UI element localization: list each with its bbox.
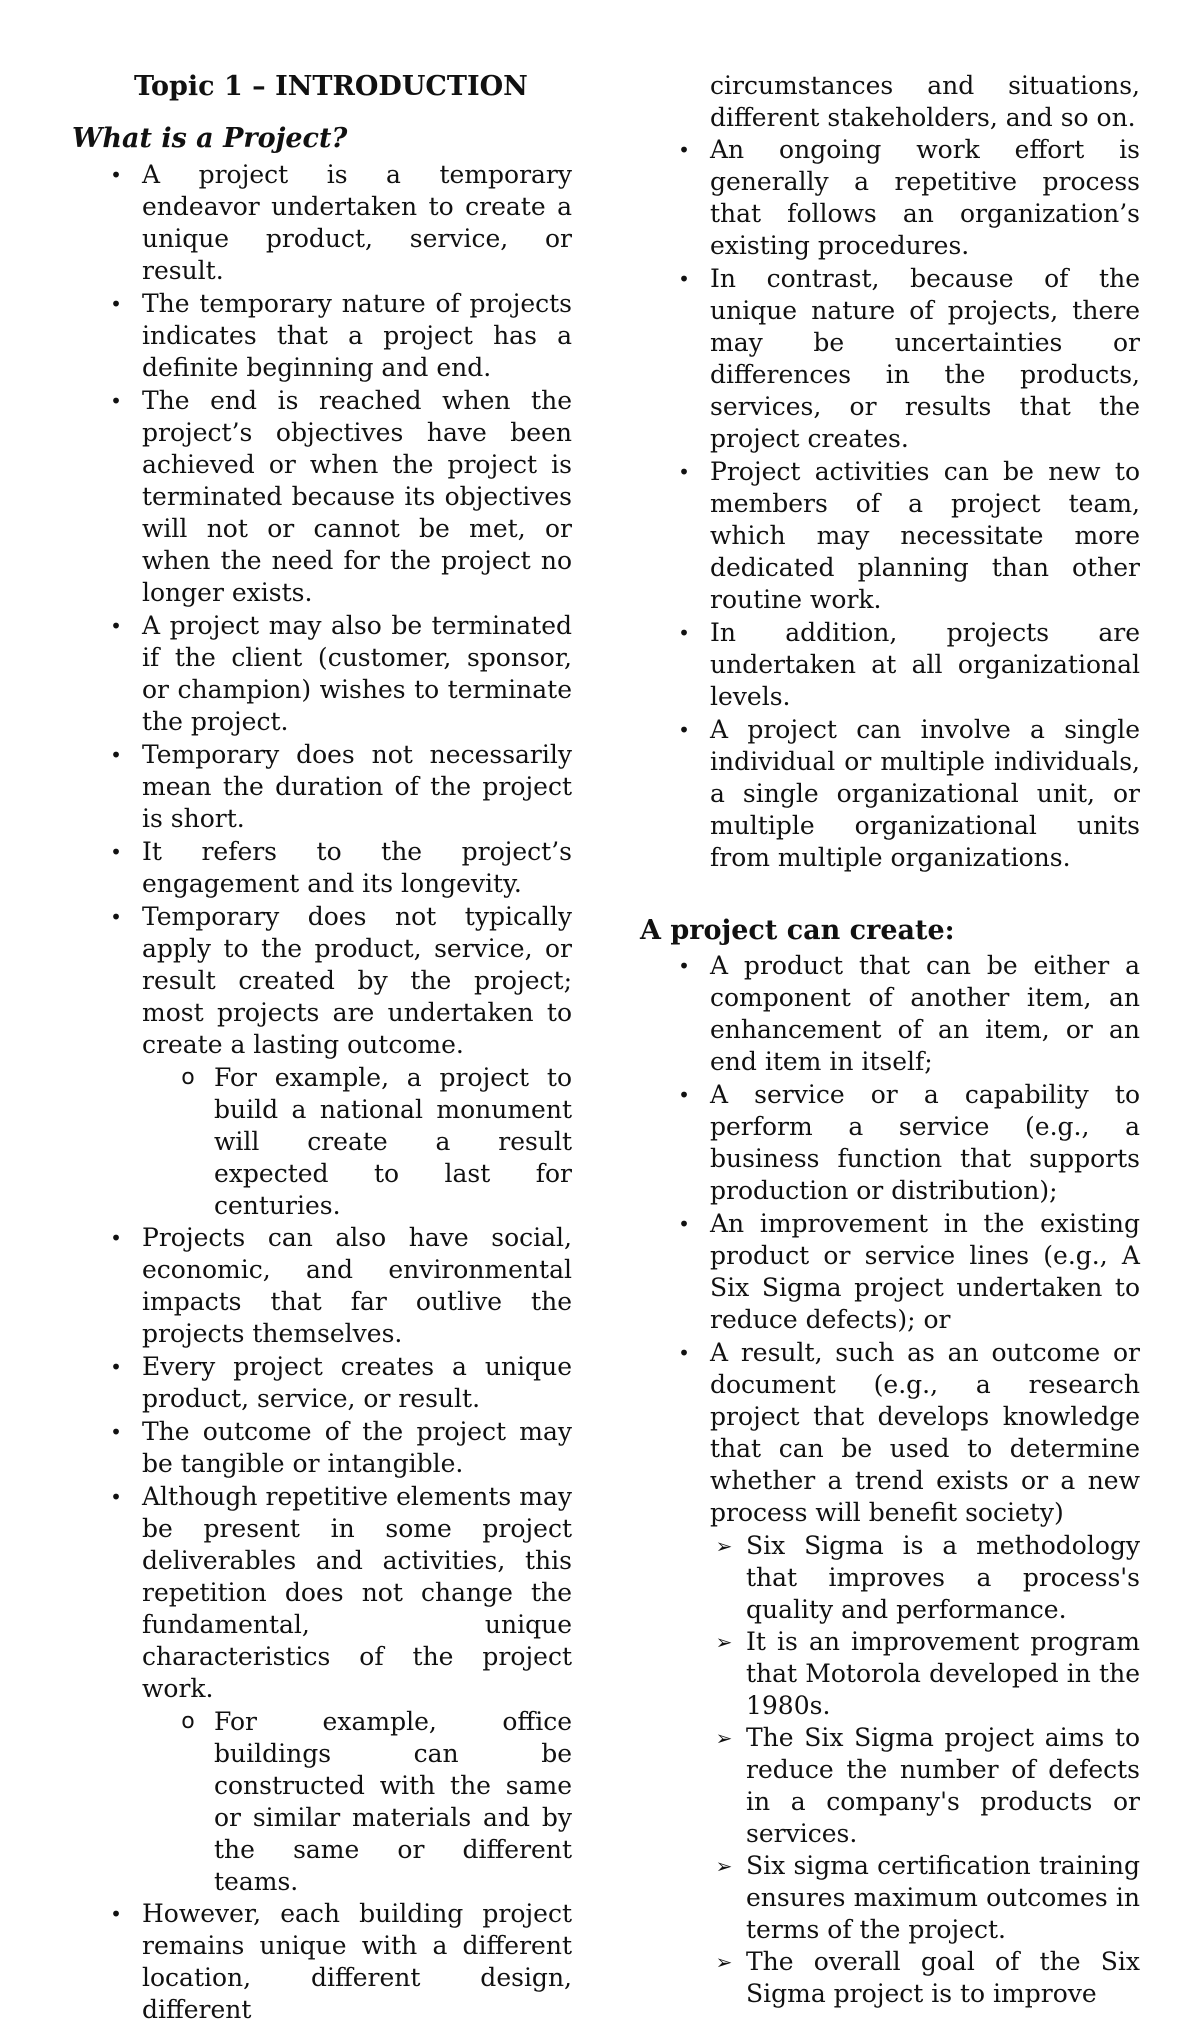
list-item — [640, 1850, 1140, 1946]
list-item — [72, 836, 572, 900]
continued-text: circumstances and situations, different stakeholders, and so on. — [710, 71, 1140, 132]
bullet-marker: • — [678, 1212, 690, 1236]
list-item-text: It is an improvement program that Motorola developed in the 1980s. — [746, 1627, 1140, 1720]
list-item — [640, 1208, 1140, 1336]
bullet-marker: • — [110, 1420, 122, 1444]
bullet-marker: • — [110, 163, 122, 187]
list-item-text: It refers to the project’s engagement and its longevity. — [142, 837, 572, 898]
list-item-text: An improvement in the existing product or service lines (e.g., A Six Sigma project undertaken to reduce defects); or — [710, 1209, 1140, 1334]
list-item-text: A result, such as an outcome or document (e.g., a research project that develops knowledge that can be used to determine whether a trend exists or a new process will benefit society) — [710, 1338, 1140, 1527]
list-item-text: In addition, projects are undertaken at all organizational levels. — [710, 618, 1140, 711]
bullet-marker: • — [110, 905, 122, 929]
bullet-marker: • — [110, 614, 122, 638]
bullet-marker: • — [678, 267, 690, 291]
list-item-text: Six Sigma is a methodology that improves a process's quality and performance. — [746, 1531, 1140, 1624]
list-item-text: A project may also be terminated if the client (customer, sponsor, or champion) wishes to terminate the project. — [142, 611, 572, 736]
list-item — [72, 1481, 572, 1705]
list-item-text: A product that can be either a component of another item, an enhancement of an item, or an end item in itself; — [710, 951, 1140, 1076]
list-item-text: However, each building project remains unique with a different location, different design, different — [142, 1899, 572, 2024]
list-item-text: A project can involve a single individual or multiple individuals, a single organizational unit, or multiple organizational units from multiple organizations. — [710, 715, 1140, 872]
list-item-text: Temporary does not typically apply to the product, service, or result created by the project; most projects are undertaken to create a lasting outcome. — [142, 902, 572, 1059]
bullet-marker: • — [110, 840, 122, 864]
bullet-marker: • — [110, 743, 122, 767]
arrow-bullet-icon: ➢ — [715, 1534, 733, 1558]
list-item — [640, 456, 1140, 616]
bullet-marker: • — [678, 621, 690, 645]
bullet-marker: • — [678, 138, 690, 162]
topic-title: Topic 1 – INTRODUCTION — [134, 71, 528, 102]
list-item — [640, 263, 1140, 455]
project-characteristics-list — [640, 134, 1140, 874]
list-item — [640, 1530, 1140, 1626]
bullet-marker: • — [110, 389, 122, 413]
bullet-marker: • — [110, 1226, 122, 1250]
list-item — [640, 1946, 1140, 2010]
right-column — [640, 70, 1140, 2010]
list-item — [72, 1706, 572, 1898]
list-item — [640, 1337, 1140, 1529]
list-item — [72, 610, 572, 738]
arrow-bullet-icon: ➢ — [715, 1630, 733, 1654]
bullet-marker: • — [678, 1083, 690, 1107]
section-heading-what-is-project: What is a Project? — [72, 123, 348, 154]
sub-bullet-marker: o — [181, 1065, 195, 1090]
bullet-marker: • — [678, 954, 690, 978]
list-item-text: For example, office buildings can be constructed with the same or similar materials and by the same or different teams. — [214, 1707, 572, 1896]
list-item — [640, 950, 1140, 1078]
sub-bullet-marker: o — [181, 1709, 195, 1734]
list-item — [72, 1416, 572, 1480]
list-item-text: Project activities can be new to members of a project team, which may necessitate more dedicated planning than other routine work. — [710, 457, 1140, 614]
what-is-project-list — [72, 159, 572, 2026]
bullet-marker: • — [678, 460, 690, 484]
list-item-text: Six sigma certification training ensures maximum outcomes in terms of the project. — [746, 1851, 1140, 1944]
list-item-text: In contrast, because of the unique nature of projects, there may be uncertainties or differences in the products, services, or results that the project creates. — [710, 264, 1140, 453]
list-item-text: A service or a capability to perform a service (e.g., a business function that supports production or distribution); — [710, 1080, 1140, 1205]
list-item — [640, 1722, 1140, 1850]
bullet-marker: • — [678, 718, 690, 742]
list-item — [640, 714, 1140, 874]
list-item-text: Every project creates a unique product, service, or result. — [142, 1352, 572, 1413]
list-item-text: An ongoing work effort is generally a repetitive process that follows an organization’s existing procedures. — [710, 135, 1140, 260]
project-can-create-list — [640, 950, 1140, 2010]
list-item-text: The end is reached when the project’s objectives have been achieved or when the project is terminated because its objectives will not or cannot be met, or when the need for the project no longer exists. — [142, 386, 572, 607]
arrow-bullet-icon: ➢ — [715, 1726, 733, 1750]
arrow-bullet-icon: ➢ — [715, 1854, 733, 1878]
list-item-text: The temporary nature of projects indicates that a project has a definite beginning and end. — [142, 289, 572, 382]
list-item — [640, 1079, 1140, 1207]
bullet-marker: • — [110, 1355, 122, 1379]
arrow-bullet-icon: ➢ — [715, 1950, 733, 1974]
list-item-text: Although repetitive elements may be present in some project deliverables and activities, this repetition does not change the fundamental, unique characteristics of the project work. — [142, 1482, 572, 1703]
list-item — [72, 159, 572, 287]
list-item — [72, 901, 572, 1061]
list-item — [72, 385, 572, 609]
section-heading-project-can-create: A project can create: — [640, 915, 955, 946]
bullet-marker: • — [110, 292, 122, 316]
list-item-text: A project is a temporary endeavor undertaken to create a unique product, service, or result. — [142, 160, 572, 285]
list-item — [72, 1222, 572, 1350]
list-item-text: Projects can also have social, economic, and environmental impacts that far outlive the projects themselves. — [142, 1223, 572, 1348]
list-item — [72, 1062, 572, 1222]
list-item-text: For example, a project to build a national monument will create a result expected to last for centuries. — [214, 1063, 572, 1220]
list-item-text: The Six Sigma project aims to reduce the number of defects in a company's products or services. — [746, 1723, 1140, 1848]
list-item-text: The outcome of the project may be tangible or intangible. — [142, 1417, 572, 1478]
list-item — [72, 288, 572, 384]
bullet-marker: • — [110, 1485, 122, 1509]
left-column — [72, 70, 572, 2027]
bullet-marker: • — [678, 1341, 690, 1365]
list-item — [640, 134, 1140, 262]
list-item — [72, 1898, 572, 2026]
list-item — [640, 617, 1140, 713]
bullet-marker: • — [110, 1902, 122, 1926]
list-item-text: The overall goal of the Six Sigma project is to improve — [746, 1947, 1140, 2008]
list-item — [72, 1351, 572, 1415]
list-item — [72, 739, 572, 835]
list-item — [640, 1626, 1140, 1722]
list-item-text: Temporary does not necessarily mean the duration of the project is short. — [142, 740, 572, 833]
